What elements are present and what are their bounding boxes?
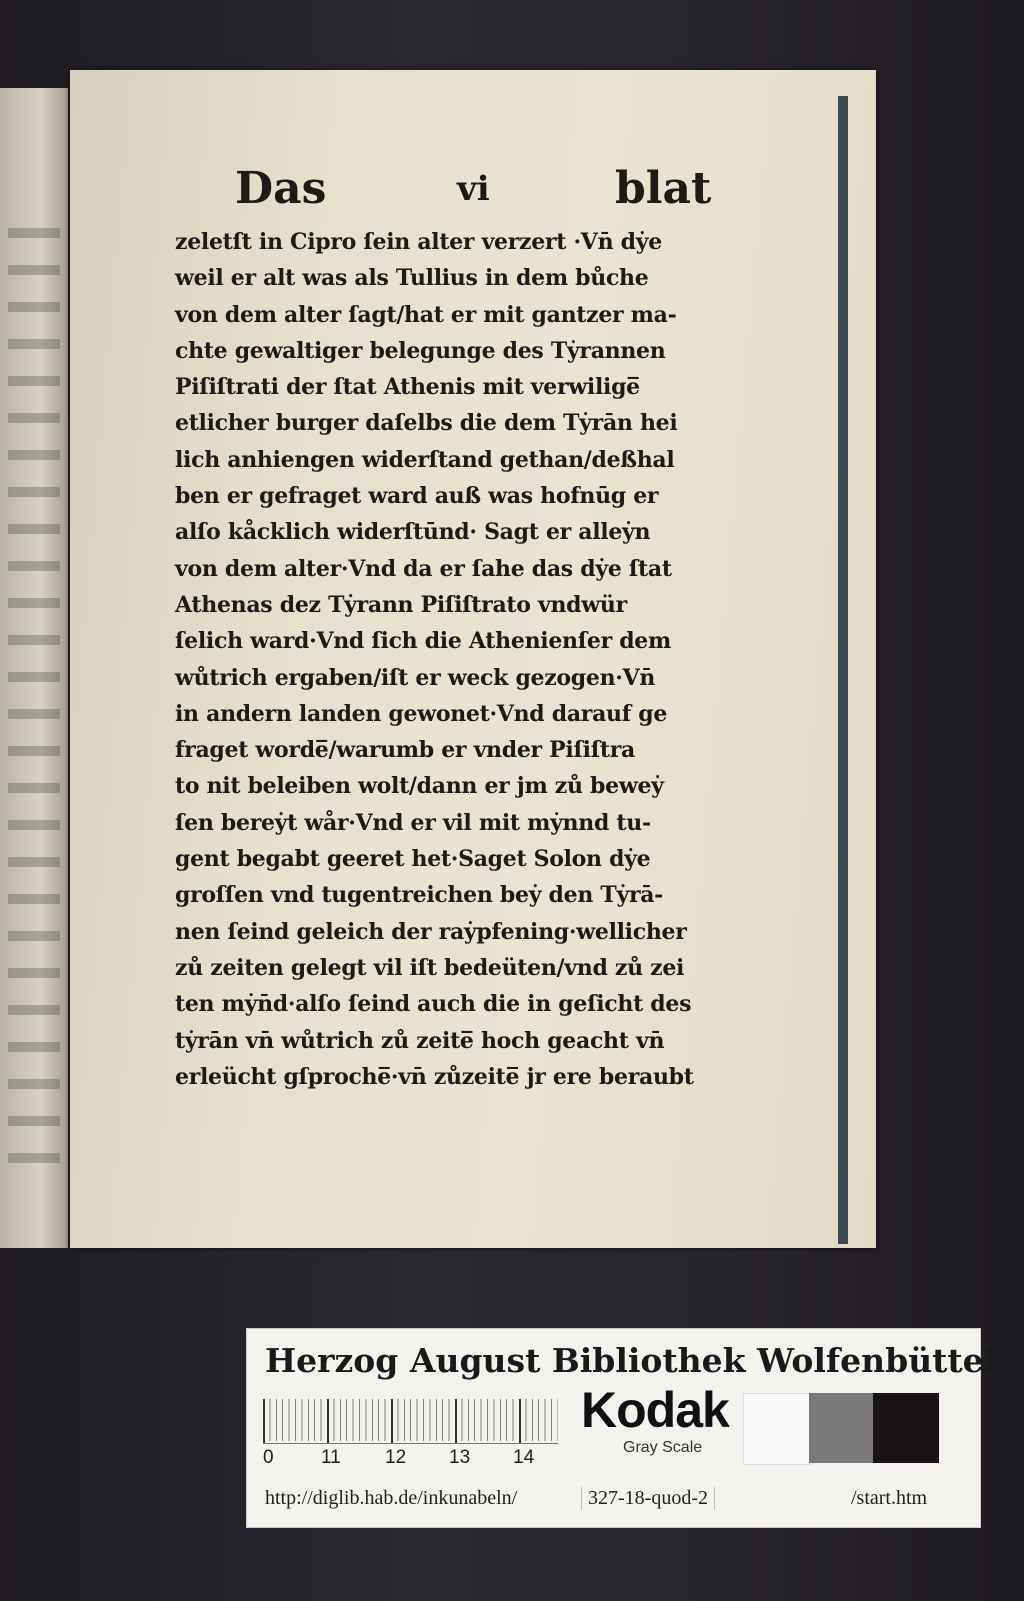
text-line: Athenas dez Tẏrann Piſiſtrato vndwür: [175, 591, 627, 618]
url-suffix: /start.htm: [851, 1487, 928, 1509]
shelfmark: 327-18-quod-2: [581, 1487, 715, 1510]
text-line: lich anhiengen widerſtand gethan/deßhal: [175, 446, 675, 473]
ruler-number: 14: [513, 1447, 535, 1468]
archive-label: [246, 1328, 997, 1528]
ruler-number: 13: [449, 1447, 471, 1468]
text-line: nen ſeind geleich der raẏpfening·wellicher: [175, 918, 687, 945]
text-line: tẏrān vn̄ wůtrich zů zeite̅ hoch geacht vn̄: [175, 1027, 665, 1054]
heading-word: vi: [457, 169, 490, 209]
text-line: gent begabt geeret het·Saget Solon dẏe: [175, 846, 651, 873]
ruler-number: 12: [385, 1447, 407, 1468]
text-line: in andern landen gewonet·Vnd darauf ge: [175, 700, 668, 727]
text-line: ben er gefraget ward auß was hofnūg er: [175, 483, 659, 510]
text-line: Piſiſtrati der ſtat Athenis mit verwilige̅: [175, 374, 640, 401]
text-line: ſen bereẏt wår·Vnd er vil mit mẏnnd tu-: [175, 809, 651, 836]
text-line: zů zeiten gelegt vil iſt bedeüten/vnd zů zei: [175, 954, 685, 981]
text-line: alſo kåcklich widerſtūnd· Sagt er alleẏn: [175, 519, 651, 546]
library-url: http://diglib.hab.de/inkunabeln/: [265, 1487, 518, 1509]
gray-swatch-black: [873, 1393, 939, 1463]
text-line: von dem alter ſagt/hat er mit gantzer ma-: [175, 301, 677, 328]
ruler-numbers: [263, 1447, 563, 1473]
previous-page-edge: [0, 88, 68, 1248]
heading-word: blat: [615, 163, 712, 214]
text-line: von dem alter·Vnd da er ſahe das dẏe ſtat: [175, 555, 672, 582]
gray-swatch-white: [743, 1393, 811, 1465]
text-line: weil er alt was als Tullius in dem bůche: [175, 265, 649, 292]
text-line: zeletſt in Cipro ſein alter verzert ·Vn̄ dẏe: [175, 229, 662, 255]
kodak-logo: Kodak: [581, 1382, 729, 1438]
text-line: groſſen vnd tugentreichen beẏ den Tẏrā-: [175, 882, 664, 909]
gray-scale-label: Gray Scale: [623, 1439, 703, 1456]
ruler-number: 11: [321, 1447, 341, 1468]
ruler-number: 0: [263, 1447, 274, 1468]
text-line: ten mẏn̄d·alſo ſeind auch die in geſicht des: [175, 991, 692, 1018]
text-line: ſelich ward·Vnd ſich die Athenienſer dem: [175, 628, 671, 655]
heading-word: Das: [235, 163, 327, 214]
text-line: wůtrich ergaben/iſt er weck gezogen·Vn̄: [175, 664, 656, 691]
measurement-ruler: [263, 1399, 558, 1444]
page-heading: [175, 160, 775, 218]
text-line: erleücht gſproche̅·vn̄ zůzeite̅ jr ere beraubt: [175, 1063, 694, 1090]
text-line: to nit beleiben wolt/dann er jm zů beweẏ: [175, 773, 664, 800]
book-page: [70, 70, 876, 1248]
library-title: Herzog August Bibliothek Wolfenbüttel: [265, 1341, 997, 1380]
text-line: fraget worde̅/warumb er vnder Piſiſtra: [175, 737, 635, 764]
page-edge: [838, 96, 848, 1244]
page-text: [175, 160, 775, 1095]
text-line: etlicher burger daſelbs die dem Tẏrān hei: [175, 410, 678, 437]
gray-swatch-mid: [809, 1393, 873, 1463]
text-line: chte gewaltiger belegunge des Tẏrannen: [175, 337, 666, 364]
